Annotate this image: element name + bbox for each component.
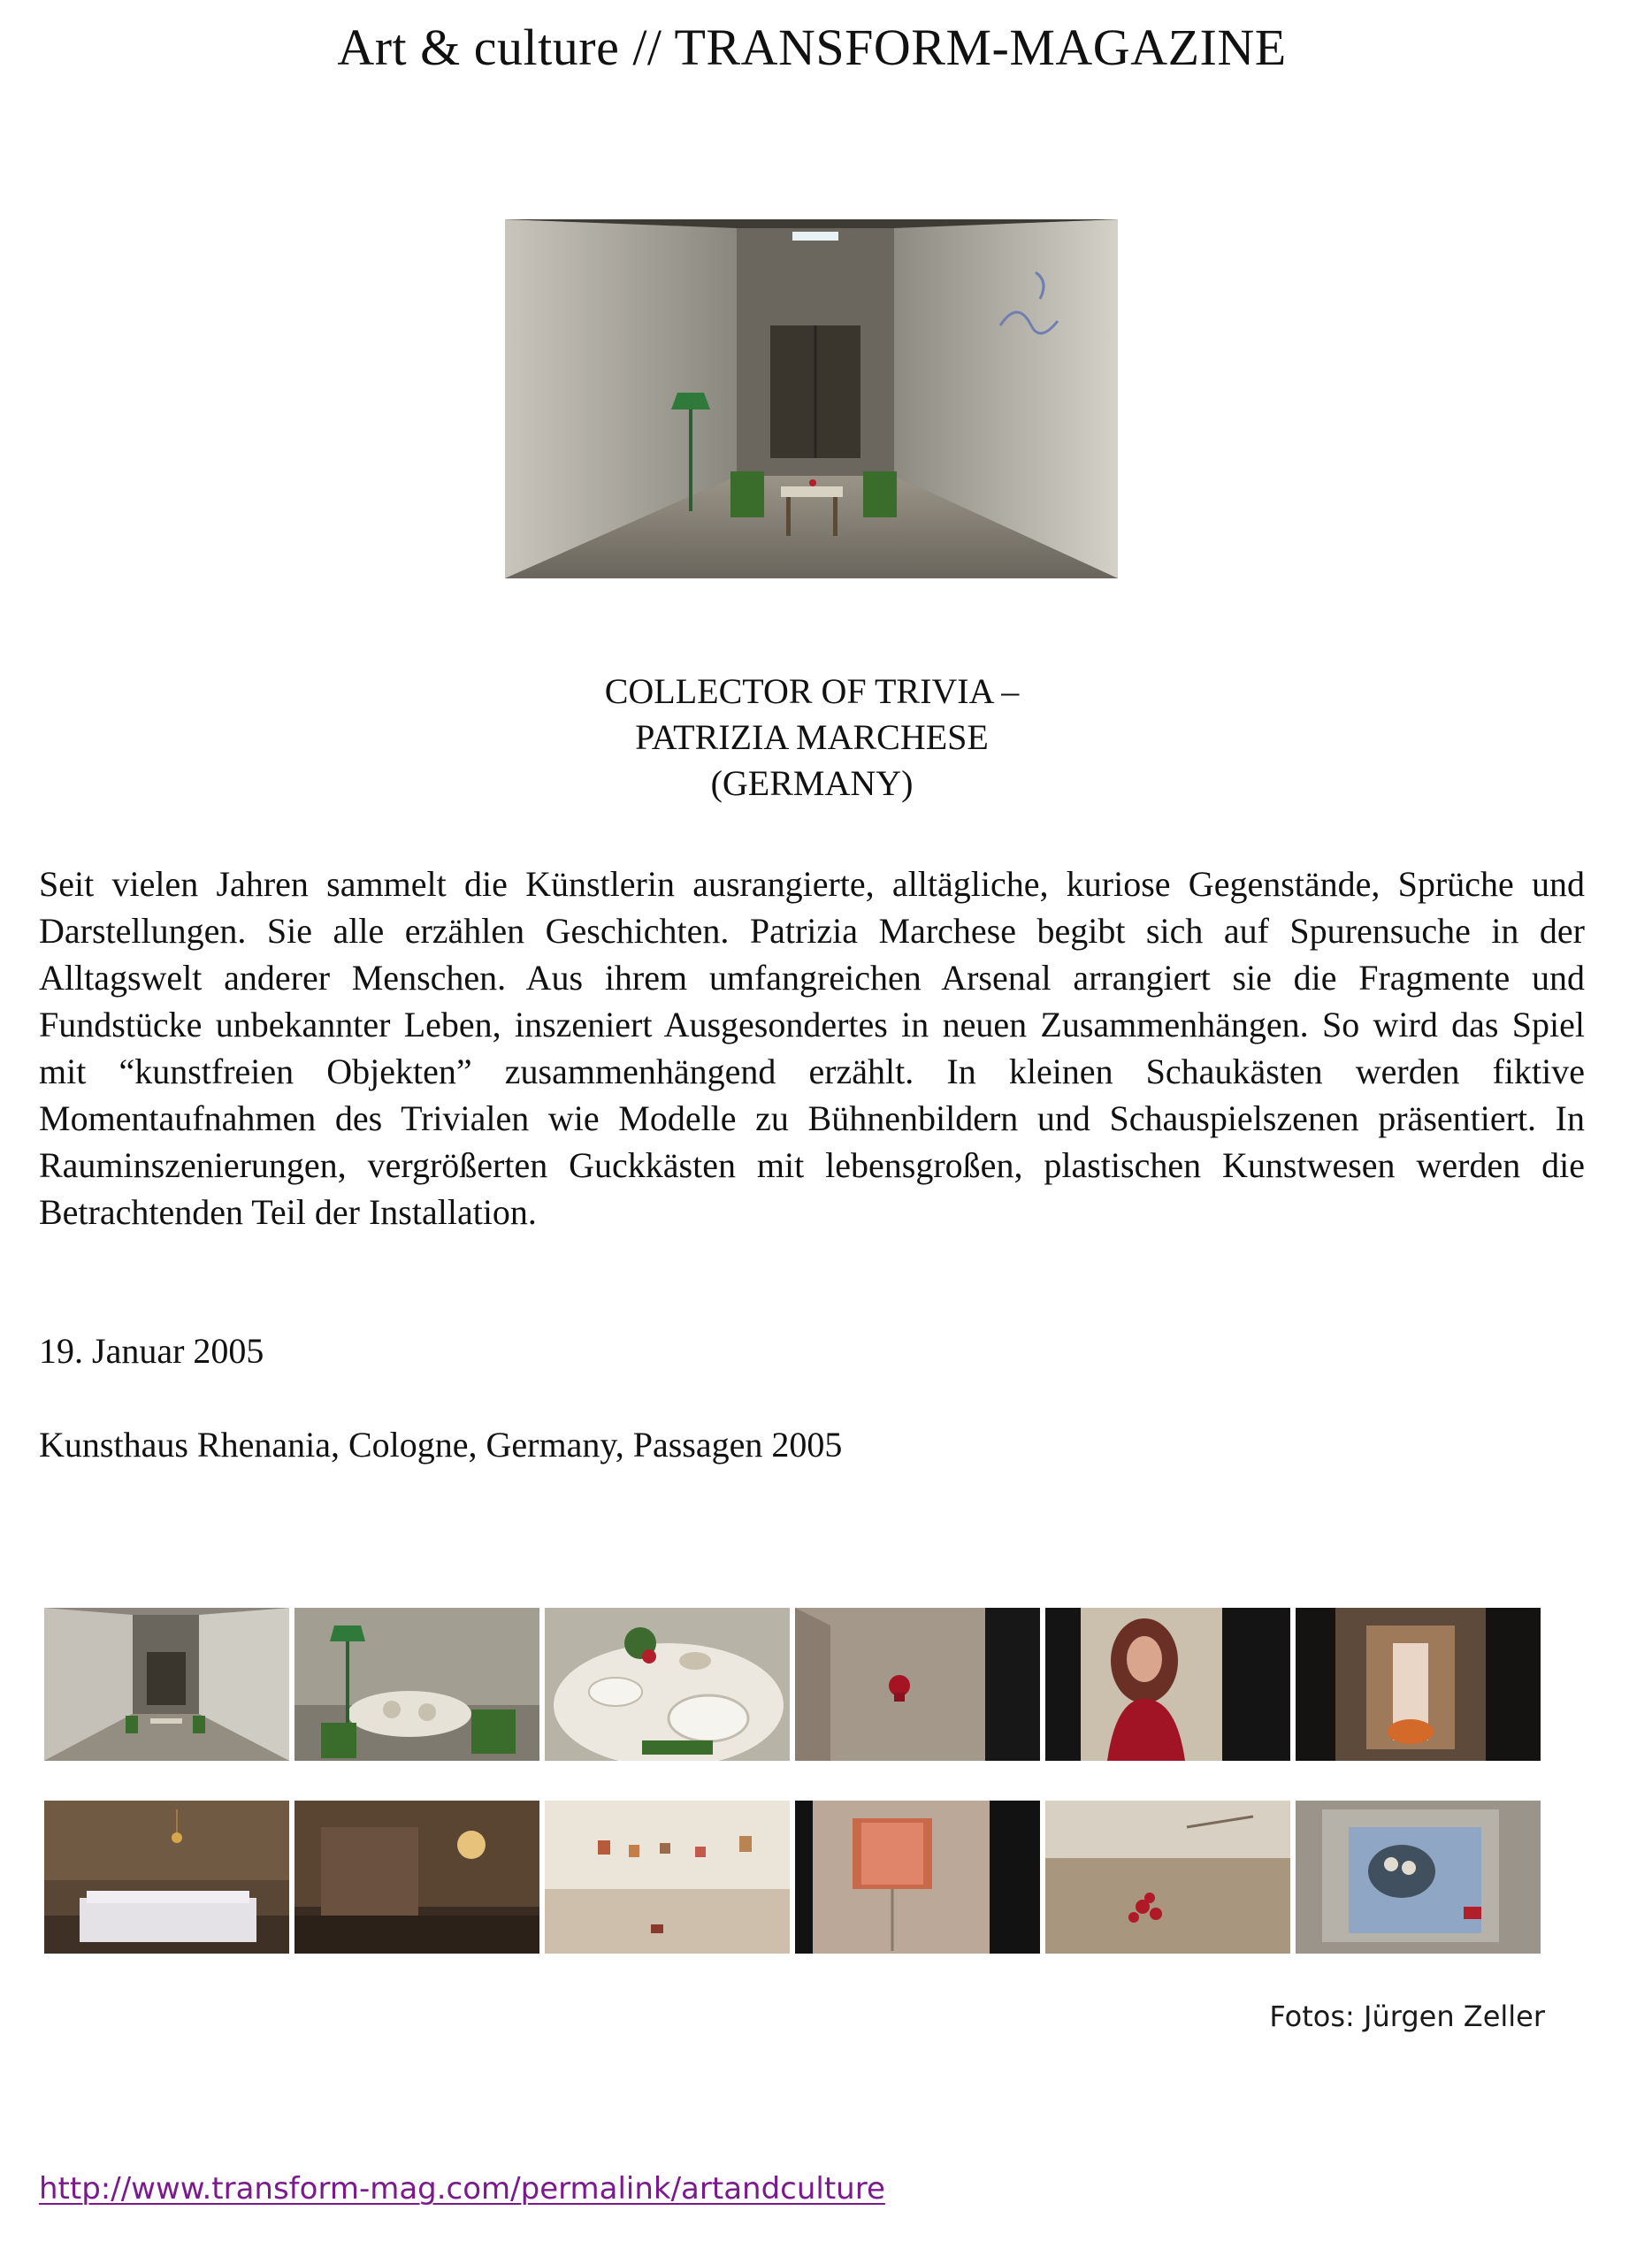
gallery-photo[interactable]	[294, 1608, 539, 1761]
magazine-title: Art & culture // TRANSFORM-MAGAZINE	[337, 19, 1287, 76]
article-title-line: (GERMANY)	[710, 763, 914, 803]
gallery-photo[interactable]	[44, 1801, 289, 1954]
exhibition-venue: Kunsthaus Rhenania, Cologne, Germany, Passagen 2005	[39, 1425, 843, 1465]
gallery-row	[44, 1608, 1544, 1761]
gallery-photo[interactable]	[294, 1801, 539, 1954]
gallery-row	[44, 1801, 1544, 1954]
photo-credit: Fotos: Jürgen Zeller	[1269, 2000, 1545, 2033]
gallery-photo[interactable]	[545, 1608, 790, 1761]
gallery-photo[interactable]	[1296, 1801, 1541, 1954]
gallery-photo[interactable]	[1045, 1801, 1290, 1954]
gallery-photo[interactable]	[795, 1801, 1040, 1954]
permalink-link[interactable]: http://www.transform-mag.com/permalink/artandculture	[39, 2171, 885, 2207]
gallery-photo[interactable]	[44, 1608, 289, 1761]
article-title-line: COLLECTOR OF TRIVIA –	[604, 671, 1020, 711]
article-body: Seit vielen Jahren sammelt die Künstlerin ausrangierte, alltägliche, kuriose Gegenstände, Sprüche und Darstellungen. Sie alle erzählen Geschichten. Patrizia Marchese begibt sich auf Spurensuche in der Alltagswelt anderer Menschen. Aus ihrem umfangreichen Arsenal arrangiert sie die Fragmente und Fundstücke unbekannter Leben, inszeniert Ausgesondertes in neuen Zusammenhängen. So wird das Spiel mit “kunstfreien Objekten” zusammenhängend erzählt. In kleinen Schaukästen werden fiktive Momentaufnahmen des Trivialen wie Modelle zu Bühnenbildern und Schauspielszenen präsentiert. In Rauminszenierungen, vergrößerten Guckkästen mit lebensgroßen, plastischen Kunstwesen werden die Betrachtenden Teil der Installation.	[39, 864, 1585, 1232]
gallery-photo[interactable]	[795, 1608, 1040, 1761]
gallery-photo[interactable]	[545, 1801, 790, 1954]
gallery-photo[interactable]	[1045, 1608, 1290, 1761]
gallery-photo[interactable]	[1296, 1608, 1541, 1761]
photo-gallery	[44, 1608, 1544, 1993]
hero-photo	[505, 219, 1118, 578]
article-date: 19. Januar 2005	[39, 1331, 264, 1371]
article-title-line: PATRIZIA MARCHESE	[635, 717, 989, 757]
article-title	[0, 669, 1624, 807]
